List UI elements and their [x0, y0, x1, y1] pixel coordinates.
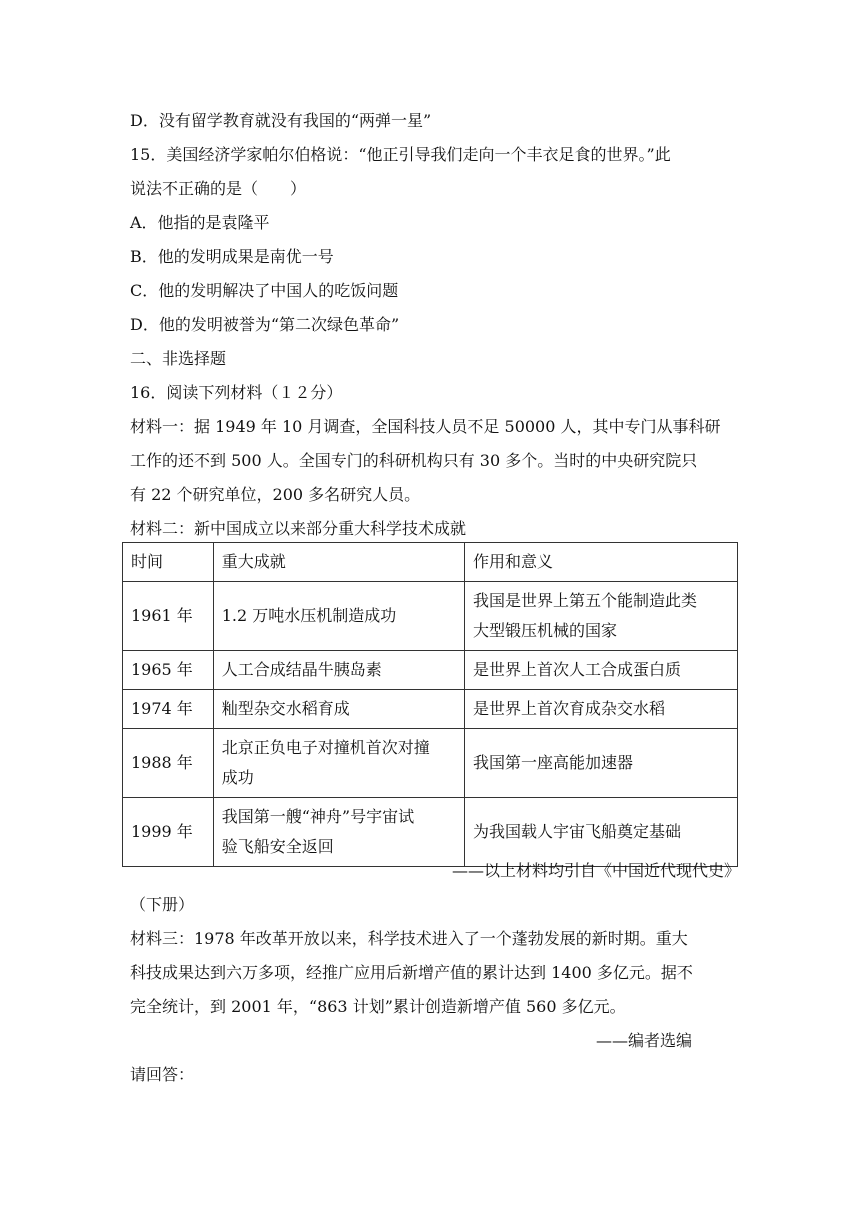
table-header-cell: 作用和意义 [465, 543, 738, 582]
table-cell-year: 1988 年 [123, 729, 214, 798]
table-cell-meaning [465, 582, 738, 651]
material-3-line-3: 完全统计，到 2001 年，“863 计划”累计创造新增产值 560 多亿元。 [130, 997, 626, 1016]
table-cell-achievement [213, 582, 464, 651]
table-cell-year: 1999 年 [123, 798, 214, 867]
table-cell-meaning: 为我国载人宇宙飞船奠定基础 [465, 798, 738, 867]
table-cell-year: 1974 年 [123, 690, 214, 729]
material-2-title: 材料二：新中国成立以来部分重大科学技术成就 [130, 519, 467, 538]
table-cell-achievement [213, 798, 464, 867]
table-cell-achievement: 人工合成结晶牛胰岛素 [213, 651, 464, 690]
question-15-stem-cont: 说法不正确的是（ ） [130, 179, 307, 198]
table-cell-meaning: 是世界上首次人工合成蛋白质 [465, 651, 738, 690]
option-d: D．他的发明被誉为“第二次绿色革命” [130, 315, 400, 334]
achievements-table [122, 542, 738, 867]
cell-text: 我国第一艘“神舟”号宇宙试 [221, 807, 415, 826]
table-header-cell: 重大成就 [213, 543, 464, 582]
table-cell-year: 1965 年 [123, 651, 214, 690]
table-row [123, 729, 738, 798]
table-cell-meaning: 是世界上首次育成杂交水稻 [465, 690, 738, 729]
table-row [123, 690, 738, 729]
material-1-line-1: 材料一：据 1949 年 10 月调查，全国科技人员不足 50000 人，其中专门从事科研 [130, 417, 721, 436]
cell-text: 我国是世界上第五个能制造此类 [473, 591, 698, 610]
cell-text: 北京正负电子对撞机首次对撞 [221, 738, 430, 757]
material-3-line-1: 材料三：1978 年改革开放以来，科学技术进入了一个蓬勃发展的新时期。重大 [130, 929, 688, 948]
cell-text: 大型锻压机械的国家 [473, 621, 618, 640]
citation-volume: （下册） [130, 895, 195, 914]
editor-credit: ——编者选编 [595, 1031, 692, 1050]
question-15-stem: 15．美国经济学家帕尔伯格说：“他正引导我们走向一个丰衣足食的世界。”此 [130, 145, 671, 164]
table-row [123, 582, 738, 651]
option-a: A．他指的是袁隆平 [130, 213, 270, 232]
option-c: C．他的发明解决了中国人的吃饭问题 [130, 281, 399, 300]
citation-source: ——以上材料均引自《中国近代现代史》 [451, 861, 740, 880]
table-cell-year: 1961 年 [123, 582, 214, 651]
cell-text: 验飞船安全返回 [221, 837, 334, 856]
table-header-row [123, 543, 738, 582]
table-row [123, 798, 738, 867]
option-b: B．他的发明成果是南优一号 [130, 247, 334, 266]
answer-prompt: 请回答： [130, 1065, 195, 1084]
question-16-title: 16．阅读下列材料（１２分） [130, 383, 343, 402]
material-1-line-3: 有 22 个研究单位，200 多名研究人员。 [130, 485, 421, 504]
option-d-q14: D．没有留学教育就没有我国的“两弹一星” [130, 111, 432, 130]
cell-text: 1.2 万吨水压机制造成功 [221, 606, 397, 625]
table-cell-achievement: 籼型杂交水稻育成 [213, 690, 464, 729]
table-cell-achievement [213, 729, 464, 798]
material-3-line-2: 科技成果达到六万多项，经推广应用后新增产值的累计达到 1400 多亿元。据不 [130, 963, 693, 982]
table-header-cell: 时间 [123, 543, 214, 582]
material-1-line-2: 工作的还不到 500 人。全国专门的科研机构只有 30 多个。当时的中央研究院只 [130, 451, 698, 470]
cell-text: 成功 [221, 768, 254, 787]
table-row [123, 651, 738, 690]
table-cell-meaning: 我国第一座高能加速器 [465, 729, 738, 798]
section-heading: 二、非选择题 [130, 349, 227, 368]
